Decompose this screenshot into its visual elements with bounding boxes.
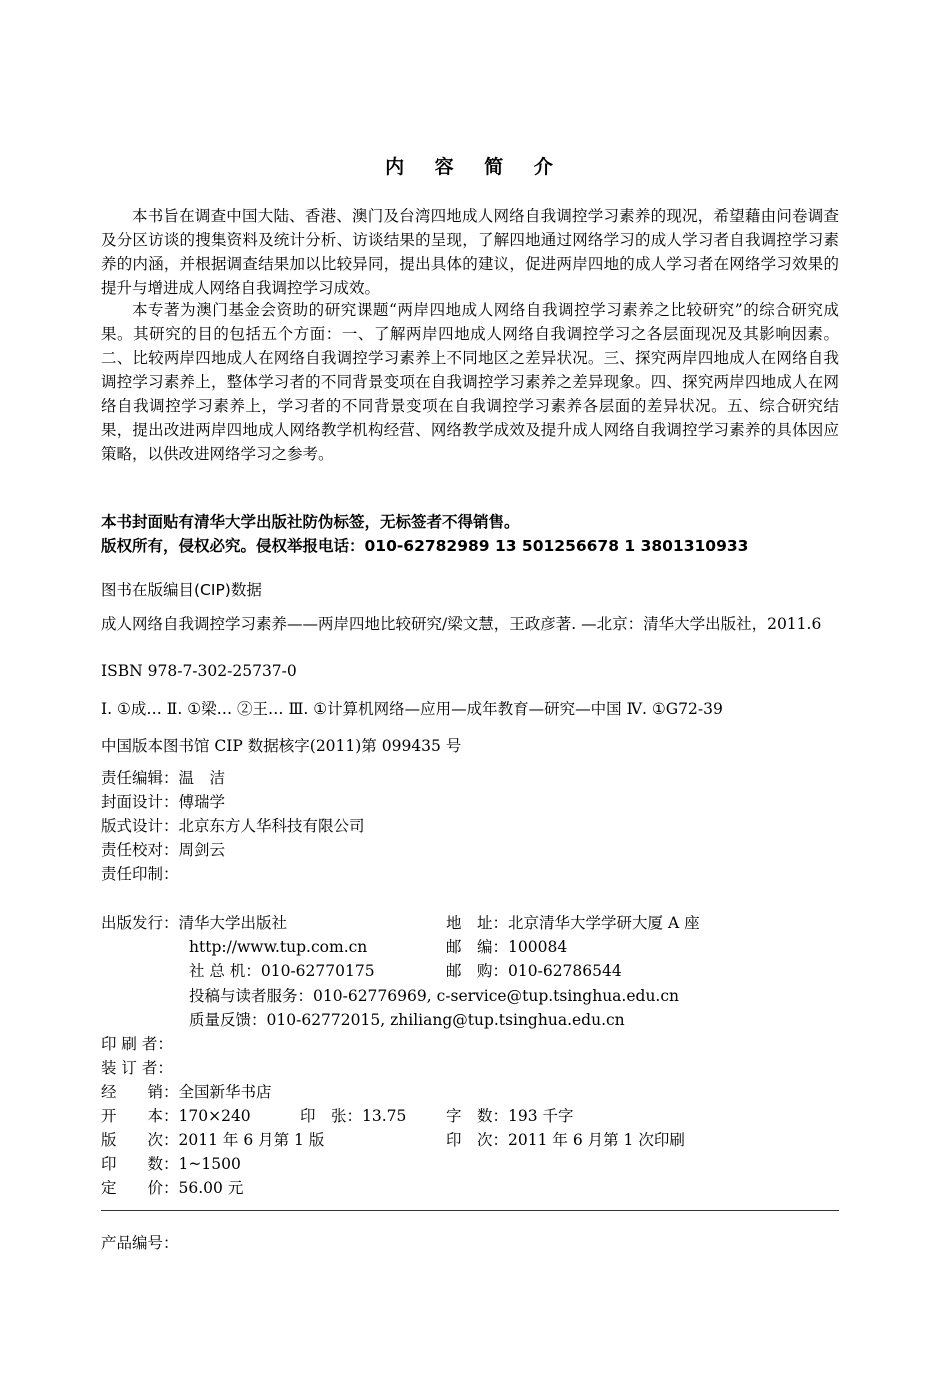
website: http://www.tup.com.cn — [189, 938, 368, 956]
print-run-label: 印 数： — [101, 1155, 179, 1173]
price-label: 定 价： — [101, 1179, 179, 1197]
switchboard-value: 010-62770175 — [260, 962, 375, 980]
format-value: 170×240 — [178, 1107, 251, 1125]
reader-service-label: 投稿与读者服务： — [189, 987, 314, 1005]
staff-row-cover — [101, 790, 225, 814]
mail-order-label: 邮 购： — [446, 962, 509, 980]
cip-isbn: ISBN 978-7-302-25737-0 — [101, 662, 297, 680]
mail-order-value: 010-62786544 — [508, 962, 622, 980]
staff-row-layout — [101, 814, 365, 838]
cip-heading: 图书在版编目(CIP)数据 — [101, 581, 262, 599]
distributor-label: 经 销： — [101, 1083, 179, 1101]
publisher-row — [101, 911, 287, 935]
switchboard-row — [189, 959, 375, 983]
staff-label: 责任印制： — [101, 865, 179, 883]
switchboard-label: 社 总 机： — [189, 962, 261, 980]
staff-label: 版式设计： — [101, 817, 179, 835]
distributor-row — [101, 1080, 272, 1104]
reader-service-row — [189, 984, 679, 1008]
staff-label: 责任编辑： — [101, 769, 179, 787]
price-value: 56.00 元 — [178, 1179, 244, 1197]
postcode-row — [446, 935, 567, 959]
edition-label: 版 次： — [101, 1131, 179, 1149]
staff-value: 傅瑞学 — [178, 793, 226, 811]
copyright-notice: 版权所有，侵权必究。侵权举报电话：010-62782989 13 501256678 1 3801310933 — [101, 537, 749, 555]
staff-value: 周剑云 — [178, 841, 226, 859]
publisher-name: 清华大学出版社 — [178, 914, 288, 932]
distributor-value: 全国新华书店 — [178, 1083, 272, 1101]
sheets-row — [300, 1104, 406, 1128]
anti-counterfeit-notice: 本书封面贴有清华大学出版社防伪标签，无标签者不得销售。 — [101, 513, 520, 531]
address-label: 地 址： — [446, 914, 509, 932]
sheets-label: 印 张： — [300, 1107, 363, 1125]
printing-value: 2011 年 6 月第 1 次印刷 — [508, 1131, 685, 1149]
postcode-label: 邮 编： — [446, 938, 509, 956]
intro-paragraph-2: 本专著为澳门基金会资助的研究课题“两岸四地成人网络自我调控学习素养之比较研究”的综合研究成果。其研究的目的包括五个方面：一、了解两岸四地成人网络自我调控学习之各层面现况及其影响因素。二、比较两岸四地成人在网络自我调控学习素养上不同地区之差异状况。三、探究两岸四地成人在网络自我调控学习素养上，整体学习者的不同背景变项在自我调控学习素养之差异现象。四、探究两岸四地成人在网络自我调控学习素养上，学习者的不同背景变项在自我调控学习素养各层面的差异状况。五、综合研究结果，提出改进两岸四地成人网络教学机构经营、网络教学成效及提升成人网络自我调控学习素养的具体因应策略，以供改进网络学习之参考。 — [101, 301, 839, 463]
staff-value: 北京东方人华科技有限公司 — [178, 817, 365, 835]
product-number-label: 产品编号： — [101, 1234, 179, 1252]
cip-entry: 成人网络自我调控学习素养——两岸四地比较研究/梁文慧，王政彦著. —北京：清华大学出版社，2011.6 — [101, 615, 822, 633]
postcode-value: 100084 — [508, 938, 568, 956]
format-label: 开 本： — [101, 1107, 179, 1125]
page-title: 内 容 简 介 — [385, 156, 565, 178]
staff-row-editor — [101, 766, 225, 790]
staff-row-printing — [101, 862, 179, 886]
reader-service-value: 010-62776969, c-service@tup.tsinghua.edu.cn — [313, 987, 680, 1005]
binder-label: 装 订 者： — [101, 1059, 173, 1077]
binder-row — [101, 1056, 173, 1080]
print-run-value: 1~1500 — [178, 1155, 241, 1173]
words-row — [446, 1104, 574, 1128]
print-run-row — [101, 1152, 241, 1176]
edition-row — [101, 1128, 324, 1152]
mail-order-row — [446, 959, 622, 983]
price-row — [101, 1176, 243, 1200]
address-value: 北京清华大学学研大厦 A 座 — [508, 914, 700, 932]
words-label: 字 数： — [446, 1107, 509, 1125]
cip-classification: Ⅰ. ①成… Ⅱ. ①梁… ②王… Ⅲ. ①计算机网络—应用—成年教育—研究—中国 Ⅳ. ①G72-39 — [101, 700, 723, 718]
cip-number: 中国版本图书馆 CIP 数据核字(2011)第 099435 号 — [101, 737, 462, 755]
format-row — [101, 1104, 251, 1128]
staff-row-proofreader — [101, 838, 225, 862]
quality-feedback-label: 质量反馈： — [189, 1011, 267, 1029]
divider — [101, 1210, 839, 1211]
intro-paragraph-1: 本书旨在调查中国大陆、香港、澳门及台湾四地成人网络自我调控学习素养的现况，希望藉由问卷调查及分区访谈的搜集资料及统计分析、访谈结果的呈现，了解四地通过网络学习的成人学习者自我调控学习素养的内涵，并根据调查结果加以比较异同，提出具体的建议，促进两岸四地的成人学习者在网络学习效果的提升与增进成人网络自我调控学习成效。 — [101, 207, 839, 297]
printer-label: 印 刷 者： — [101, 1035, 173, 1053]
edition-value: 2011 年 6 月第 1 版 — [178, 1131, 325, 1149]
staff-label: 封面设计： — [101, 793, 179, 811]
quality-feedback-value: 010-62772015, zhiliang@tup.tsinghua.edu.cn — [266, 1011, 625, 1029]
printer-row — [101, 1032, 173, 1056]
staff-value: 温 洁 — [178, 769, 226, 787]
printing-row — [446, 1128, 685, 1152]
sheets-value: 13.75 — [362, 1107, 407, 1125]
printing-label: 印 次： — [446, 1131, 509, 1149]
words-value: 193 千字 — [508, 1107, 574, 1125]
publisher-label: 出版发行： — [101, 914, 179, 932]
address-row — [446, 911, 700, 935]
staff-label: 责任校对： — [101, 841, 179, 859]
quality-feedback-row — [189, 1008, 625, 1032]
